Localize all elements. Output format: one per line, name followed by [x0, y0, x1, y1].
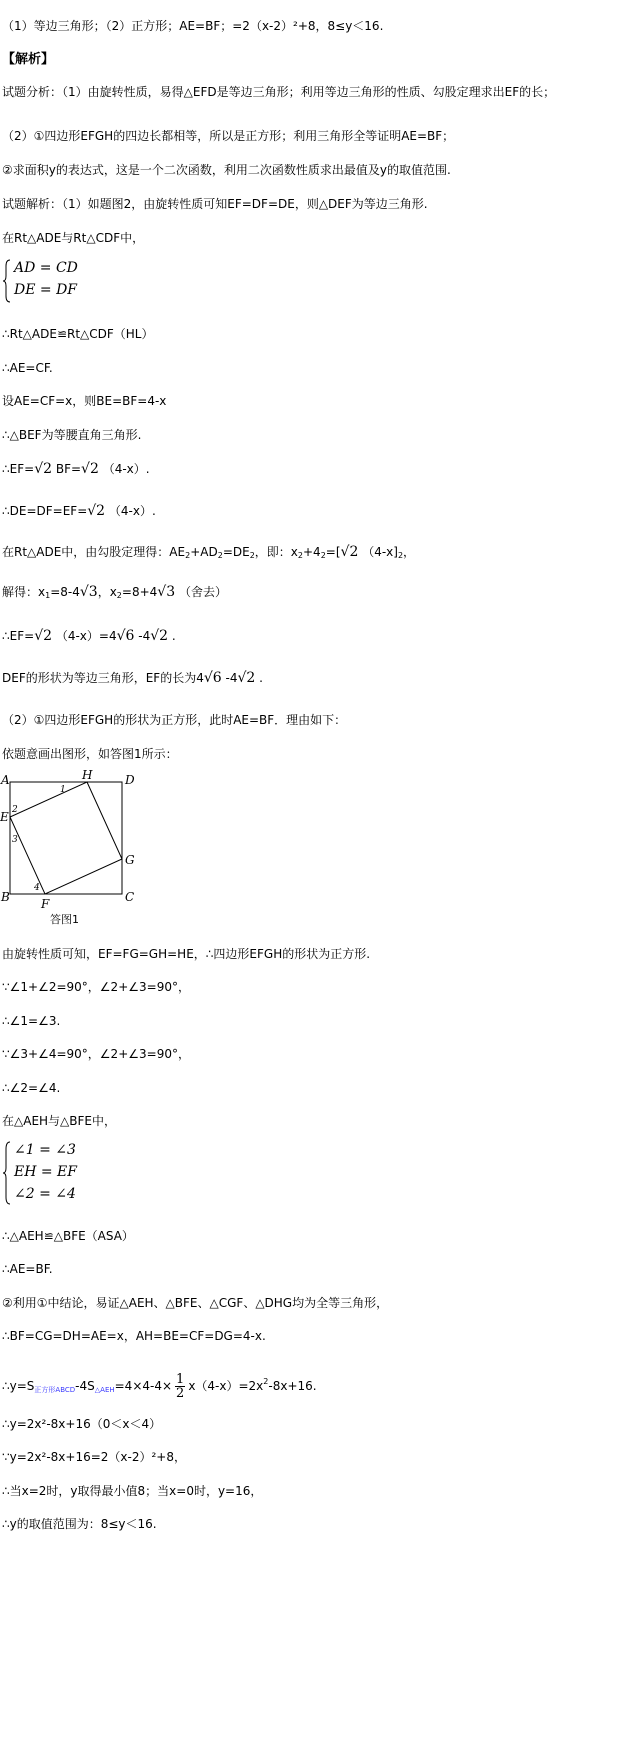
- part2-line: （2）①四边形EFGH的形状为正方形，此时AE=BF．理由如下：: [2, 713, 347, 727]
- sqrt-2: √2: [34, 628, 53, 644]
- sqrt-6: √6: [203, 670, 222, 686]
- analysis-line-1: 试题分析：（1）由旋转性质，易得△EFD是等边三角形；利用等边三角形的性质、勾股定理求出EF的长；: [2, 85, 556, 99]
- equation: ∠1 = ∠3: [14, 1142, 76, 1158]
- rt-triangles-line: 在Rt△ADE与Rt△CDF中，: [2, 231, 145, 245]
- figure-caption: 答图1: [50, 913, 79, 926]
- square-figure: [0, 770, 150, 930]
- proof-line: ②利用①中结论，易证△AEH、△BFE、△CGF、△DHG均为全等三角形，: [2, 1296, 389, 1310]
- angle-label: 2: [12, 805, 18, 815]
- angle-line: ∴∠1=∠3.: [2, 1014, 61, 1028]
- answer-line: （1）等边三角形；（2）正方形；AE=BF；=2（x-2）²+8，8≤y＜16.: [2, 19, 384, 33]
- angle-line: ∵∠1+∠2=90°，∠2+∠3=90°，: [2, 980, 190, 994]
- sqrt-2: √2: [340, 544, 359, 560]
- equation-system-2: [2, 1140, 122, 1206]
- proof-line: ∴BF=CG=DH=AE=x，AH=BE=CF=DG=4-x.: [2, 1329, 266, 1343]
- congruence-line: ∴Rt△ADE≌Rt△CDF（HL）: [2, 327, 154, 341]
- vertex-label: C: [125, 890, 135, 904]
- y-range-line: ∴y的取值范围为：8≤y＜16.: [2, 1517, 157, 1531]
- fraction-one-half: $\frac{1}{2}$: [176, 1372, 185, 1401]
- analysis-line-2: （2）①四边形EFGH的四边长都相等，所以是正方形；利用三角形全等证明AE=BF；: [2, 129, 455, 143]
- sqrt-2: √2: [81, 461, 99, 477]
- sqrt-2: √2: [150, 628, 169, 644]
- vertex-label: G: [125, 853, 135, 867]
- congruence-line: ∴△AEH≌△BFE（ASA）: [2, 1229, 134, 1243]
- equation: DE = DF: [14, 282, 78, 298]
- triangles-line: 在△AEH与△BFE中，: [2, 1114, 116, 1128]
- angle-line: ∵∠3+∠4=90°，∠2+∠3=90°，: [2, 1047, 190, 1061]
- equation: EH = EF: [14, 1164, 77, 1180]
- rotation-line: 由旋转性质可知，EF=FG=GH=HE，∴四边形EFGH的形状为正方形.: [2, 947, 371, 961]
- def-conclusion-line: DEF的形状为等边三角形，EF的长为4√6 -4√2 .: [2, 670, 263, 686]
- analysis-label: 试题分析：: [2, 85, 63, 99]
- vertex-label: F: [41, 897, 50, 911]
- solution-line-1: 试题解析：（1）如题图2，由旋转性质可知EF=DF=DE，则△DEF为等边三角形.: [2, 197, 428, 211]
- sqrt-2: √2: [237, 670, 256, 686]
- equation: AD = CD: [14, 260, 78, 276]
- angle-label: 4: [34, 883, 40, 893]
- angle-label: 3: [12, 835, 18, 845]
- ef-line: ∴EF=√2 BF=√2 （4-x）.: [2, 461, 150, 477]
- brace-icon: [2, 1140, 12, 1206]
- proof-line: 设AE=CF=x，则BE=BF=4-x: [2, 394, 167, 408]
- y-line: ∵y=2x²-8x+16=2（x-2）²+8，: [2, 1450, 186, 1464]
- area-line: $\therefore y=S_{正方形ABCD}-4S_{\triangle AEH}=4\times 4-4\times$ $\frac{1}{2}$ $x(4-x)=2x^2-8x+16$.: [2, 1372, 317, 1401]
- vertex-label: E: [0, 810, 9, 824]
- vertex-label: H: [82, 770, 93, 782]
- angle-label: 1: [60, 785, 66, 795]
- sqrt-2: √2: [87, 503, 106, 519]
- vertex-label: D: [125, 773, 135, 787]
- vertex-label: B: [1, 890, 10, 904]
- angle-line: ∴∠2=∠4.: [2, 1081, 61, 1095]
- proof-line: ∴AE=CF.: [2, 361, 53, 375]
- figure-intro-line: 依题意画出图形，如答图1所示：: [2, 747, 178, 761]
- y-line: ∴当x=2时，y取得最小值8；当x=0时，y=16，: [2, 1484, 263, 1498]
- proof-line: ∴△BEF为等腰直角三角形.: [2, 428, 142, 442]
- sqrt-2: √2: [34, 461, 53, 477]
- sqrt-3: √3: [79, 584, 98, 600]
- analysis-line-3: ②求面积y的表达式，这是一个二次函数，利用二次函数性质求出最值及y的取值范围.: [2, 163, 451, 177]
- solution-line: 解得：$x_1=8-4√3$，$x_2=8+4√3$ （舍去）: [2, 584, 227, 600]
- ef-value-line: ∴EF=√2 （4-x）=4√6 -4√2 .: [2, 628, 176, 644]
- de-line: ∴DE=DF=EF=√2 （4-x）.: [2, 503, 156, 519]
- proof-line: ∴AE=BF.: [2, 1262, 53, 1276]
- equation-system-1: [2, 258, 122, 304]
- equation: ∠2 = ∠4: [14, 1186, 76, 1202]
- y-line: ∴y=2x²-8x+16（0＜x＜4）: [2, 1417, 162, 1431]
- brace-icon: [2, 258, 12, 304]
- sqrt-6: √6: [116, 628, 135, 644]
- pythagoras-line: 在Rt△ADE中，由勾股定理得：$AE_2+AD_2=DE_2$，即：$x_2+4_2=[√2$ $(4-x]_2$，: [2, 544, 416, 560]
- sqrt-3: √3: [157, 584, 176, 600]
- vertex-label: A: [1, 773, 10, 787]
- section-title: 【解析】: [2, 52, 55, 67]
